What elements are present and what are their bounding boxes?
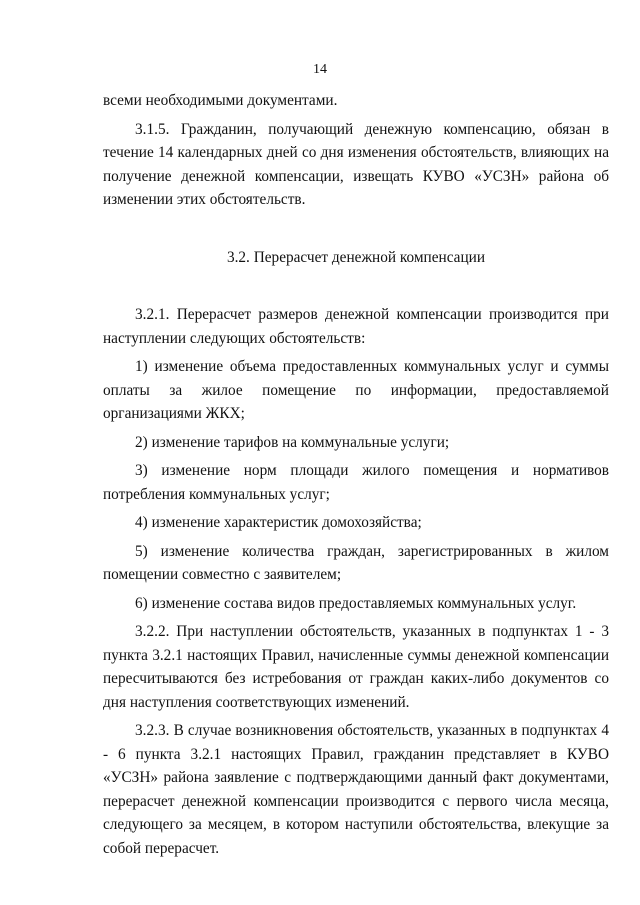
document-body	[103, 89, 609, 865]
page-number: 14	[313, 62, 327, 77]
list-item-2: 2) изменение тарифов на коммунальные услуги;	[135, 433, 450, 451]
paragraph-3-2-1: 3.2.1. Перерасчет размеров денежной компенсации производится при наступлении следующих обстоятельств:	[103, 306, 609, 347]
list-item-6: 6) изменение состава видов предоставляемых коммунальных услуг.	[135, 594, 577, 612]
section-title: 3.2. Перерасчет денежной компенсации	[226, 248, 486, 266]
list-item-3: 3) изменение норм площади жилого помещения и нормативов потребления коммунальных услуг;	[103, 462, 609, 503]
list-item-5: 5) изменение количества граждан, зарегистрированных в жилом помещении совместно с заявителем;	[103, 542, 609, 583]
list-item-4: 4) изменение характеристик домохозяйства;	[135, 514, 422, 531]
list-item-1: 1) изменение объема предоставленных коммунальных услуг и суммы оплаты за жилое помещение по информации, предоставляемой организациями ЖКХ;	[103, 358, 609, 422]
paragraph-3-2-2: 3.2.2. При наступлении обстоятельств, указанных в подпунктах 1 - 3 пункта 3.2.1 настоящих Правил, начисленные суммы денежной компенсации пересчитываются без истребования от граждан каких-либо документов со дня наступления соответствующих изменений.	[103, 623, 609, 711]
paragraph-3-2-3: 3.2.3. В случае возникновения обстоятельств, указанных в подпунктах 4 - 6 пункта 3.2.1 настоящих Правил, гражданин представляет в КУВО «УСЗН» района заявление с подтверждающими данный факт документами, перерасчет денежной компенсации производится с первого числа месяца, следующего за месяцем, в котором наступили обстоятельства, влекущие за собой перерасчет.	[103, 722, 609, 857]
paragraph-continuation: всеми необходимыми документами.	[103, 92, 338, 109]
paragraph-3-1-5: 3.1.5. Гражданин, получающий денежную компенсацию, обязан в течение 14 календарных дней со дня изменения обстоятельств, влияющих на получение денежной компенсации, извещать КУВО «УСЗН» района об изменении этих обстоятельств.	[103, 120, 609, 208]
